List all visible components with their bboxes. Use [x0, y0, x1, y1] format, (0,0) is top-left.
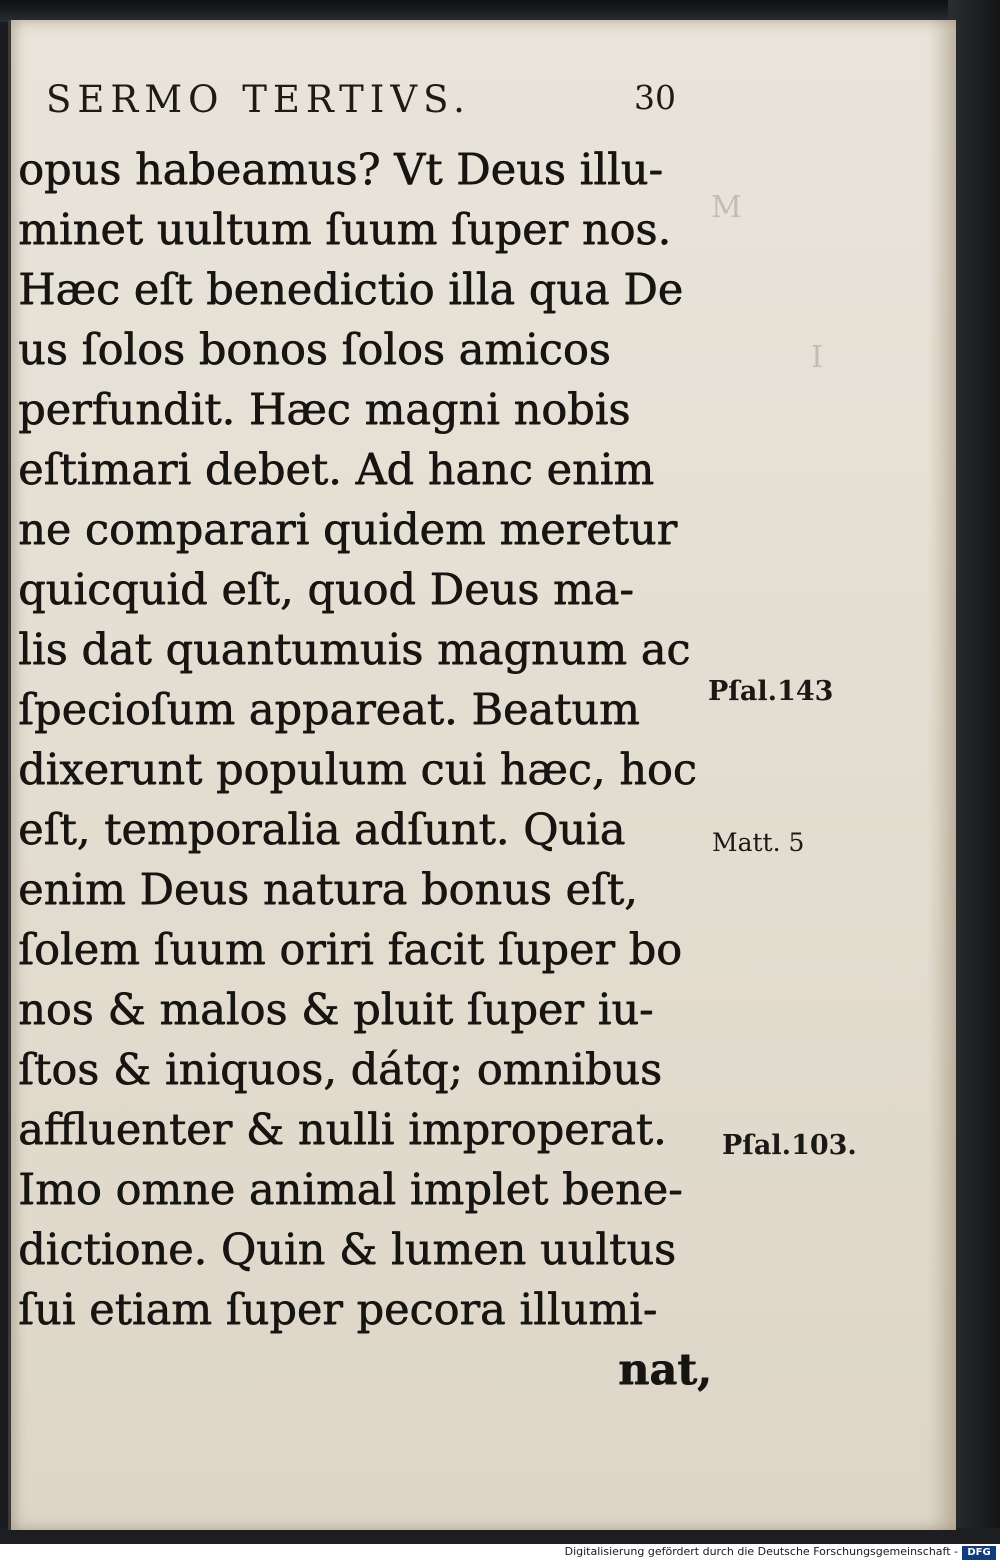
text-line: us ſolos bonos ſolos amicos	[18, 325, 611, 375]
margin-note-matthew-5: Matt. 5	[712, 828, 805, 857]
funding-credit: Digitalisierung gefördert durch die Deutsche Forschungsgemeinschaft -	[564, 1545, 958, 1558]
margin-note-psalm-103: Pſal.103.	[722, 1130, 857, 1161]
text-line: enim Deus natura bonus eſt,	[18, 865, 638, 915]
running-head: SERMO TERTIVS.	[46, 78, 471, 121]
text-line: Hæc eſt benedictio illa qua De	[18, 265, 684, 315]
catchword: nat,	[618, 1345, 712, 1395]
scan-border-top	[0, 0, 1000, 22]
text-line: ne comparari quidem meretur	[18, 505, 678, 555]
text-line: ſpecioſum appareat. Beatum	[18, 685, 640, 735]
margin-note-psalm-143: Pſal.143	[708, 676, 834, 707]
text-line: ſtos & iniquos, dátq; omnibus	[18, 1045, 662, 1095]
text-line: nos & malos & pluit ſuper iu-	[18, 985, 654, 1035]
text-line: dixerunt populum cui hæc, hoc	[18, 745, 697, 795]
digitization-footer	[0, 1544, 1000, 1562]
show-through-mark: I	[811, 340, 823, 375]
text-line: ſolem ſuum oriri facit ſuper bo	[18, 925, 682, 975]
text-line: dictione. Quin & lumen uultus	[18, 1225, 676, 1275]
text-line: minet uultum ſuum ſuper nos.	[18, 205, 672, 255]
show-through-mark: M	[711, 190, 742, 225]
text-line: eſt, temporalia adſunt. Quia	[18, 805, 626, 855]
text-line: lis dat quantumuis magnum ac	[18, 625, 691, 675]
page-number: 30	[634, 78, 676, 117]
text-line: quicquid eſt, quod Deus ma-	[18, 565, 634, 615]
scan-border-bottom	[0, 1528, 1000, 1544]
dfg-logo: DFG	[962, 1546, 996, 1560]
page-header	[46, 78, 686, 128]
body-text	[18, 140, 718, 1400]
text-line: eſtimari debet. Ad hanc enim	[18, 445, 655, 495]
text-line: ſui etiam ſuper pecora illumi-	[18, 1285, 658, 1335]
text-line: perfundit. Hæc magni nobis	[18, 385, 631, 435]
text-line: affluenter & nulli improperat.	[18, 1105, 667, 1155]
text-line: Imo omne animal implet bene-	[18, 1165, 683, 1215]
text-line: opus habeamus? Vt Deus illu-	[18, 145, 663, 195]
